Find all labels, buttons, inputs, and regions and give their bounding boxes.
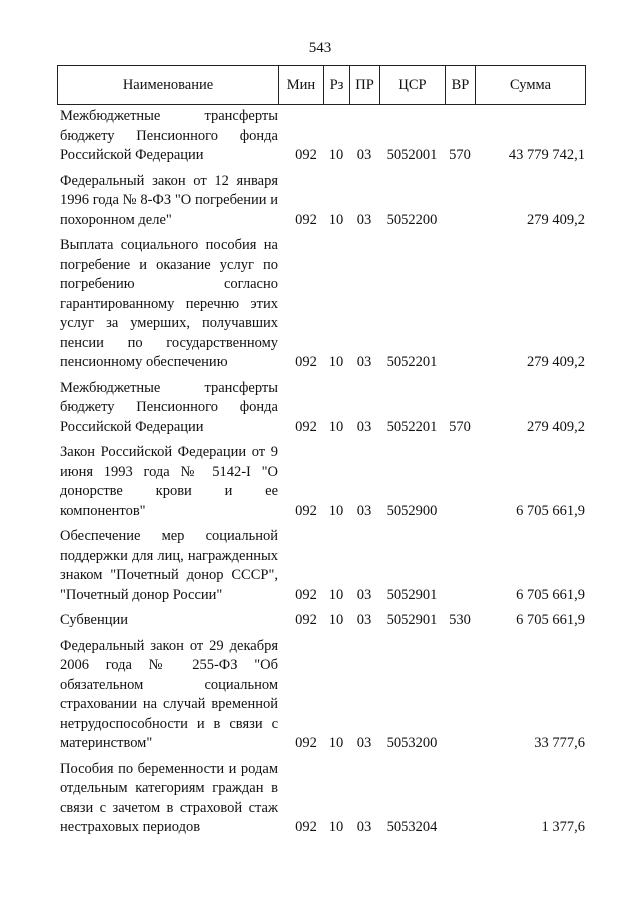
row-csr: 5053204 — [386, 819, 438, 835]
row-pr: 03 — [356, 612, 372, 628]
row-name: Межбюджетные трансферты бюджету Пенсионного фонда Российской Федерации — [60, 379, 278, 435]
row-name: Межбюджетные трансферты бюджету Пенсионного фонда Российской Федерации — [60, 108, 278, 163]
row-rz: 10 — [328, 735, 344, 751]
header-csr: ЦСР — [380, 66, 446, 105]
header-rz: Рз — [324, 66, 350, 105]
header-sum: Сумма — [476, 66, 586, 105]
table-row — [57, 236, 585, 373]
table-row — [57, 443, 585, 521]
table-row — [57, 760, 585, 838]
row-rz: 10 — [328, 418, 344, 435]
row-min: 092 — [295, 735, 317, 751]
row-pr: 03 — [356, 147, 372, 163]
row-min: 092 — [295, 819, 317, 835]
page-number: 543 — [308, 40, 332, 56]
table-row — [57, 637, 585, 754]
row-rz: 10 — [328, 819, 344, 835]
row-name: Федеральный закон от 29 декабря 2006 года № 255-ФЗ "Об обязательном социальном страховании на случай временной нетрудоспособности и в связи с материнством" — [60, 637, 278, 751]
row-sum: 6 705 661,9 — [516, 502, 585, 519]
row-pr: 03 — [356, 211, 372, 228]
row-vr: 570 — [449, 418, 471, 435]
row-name: Выплата социального пособия на погребение и оказание услуг по погребению согласно гарантированному перечню этих услуг за умерших, получавших пенсии по государственному пенсионному обеспечению — [60, 237, 278, 370]
row-min: 092 — [295, 211, 317, 228]
row-rz: 10 — [328, 612, 344, 628]
row-min: 092 — [295, 354, 317, 370]
row-rz: 10 — [328, 147, 344, 163]
row-name: Обеспечение мер социальной поддержки для лиц, награжденных знаком "Почетный донор СССР", "Почетный донор России" — [60, 528, 278, 603]
row-sum: 6 705 661,9 — [516, 612, 585, 628]
row-rz: 10 — [328, 502, 344, 519]
row-csr: 5052901 — [386, 612, 438, 628]
row-name: Федеральный закон от 12 января 1996 года № 8-ФЗ "О погребении и похоронном деле" — [60, 172, 278, 228]
row-csr: 5052200 — [386, 211, 438, 228]
row-csr: 5052201 — [386, 354, 438, 370]
row-csr: 5052001 — [386, 147, 438, 163]
table-body — [57, 107, 585, 844]
row-min: 092 — [295, 586, 317, 603]
table-row — [57, 379, 585, 438]
row-pr: 03 — [356, 354, 372, 370]
table-header — [57, 65, 586, 105]
header-pr: ПР — [350, 66, 380, 105]
row-pr: 03 — [356, 418, 372, 435]
header-min: Мин — [279, 66, 324, 105]
row-vr: 570 — [449, 147, 471, 163]
row-min: 092 — [295, 612, 317, 628]
row-name: Закон Российской Федерации от 9 июня 1993 года № 5142-I "О донорстве крови и ее компонентов" — [60, 444, 278, 519]
row-min: 092 — [295, 147, 317, 163]
row-rz: 10 — [328, 354, 344, 370]
row-sum: 43 779 742,1 — [508, 147, 585, 163]
row-sum: 6 705 661,9 — [516, 586, 585, 603]
row-csr: 5052901 — [386, 586, 438, 603]
row-name: Пособия по беременности и родам отдельным категориям граждан в связи с зачетом в страховой стаж нестраховых периодов — [60, 760, 278, 835]
table-row — [57, 172, 585, 231]
row-pr: 03 — [356, 586, 372, 603]
header-vr: ВР — [446, 66, 476, 105]
row-min: 092 — [295, 418, 317, 435]
row-min: 092 — [295, 502, 317, 519]
row-sum: 279 409,2 — [527, 418, 585, 435]
row-csr: 5052900 — [386, 502, 438, 519]
table-row — [57, 107, 585, 166]
row-sum: 279 409,2 — [527, 354, 585, 370]
row-sum: 33 777,6 — [534, 735, 585, 751]
table-row — [57, 611, 585, 631]
row-rz: 10 — [328, 211, 344, 228]
row-csr: 5053200 — [386, 735, 438, 751]
row-pr: 03 — [356, 735, 372, 751]
row-vr: 530 — [449, 612, 471, 628]
row-pr: 03 — [356, 819, 372, 835]
row-sum: 1 377,6 — [541, 819, 585, 835]
row-name: Субвенции — [60, 612, 128, 628]
row-csr: 5052201 — [386, 418, 438, 435]
row-pr: 03 — [356, 502, 372, 519]
table-row — [57, 527, 585, 605]
row-rz: 10 — [328, 586, 344, 603]
row-sum: 279 409,2 — [527, 211, 585, 228]
header-name: Наименование — [58, 66, 279, 105]
